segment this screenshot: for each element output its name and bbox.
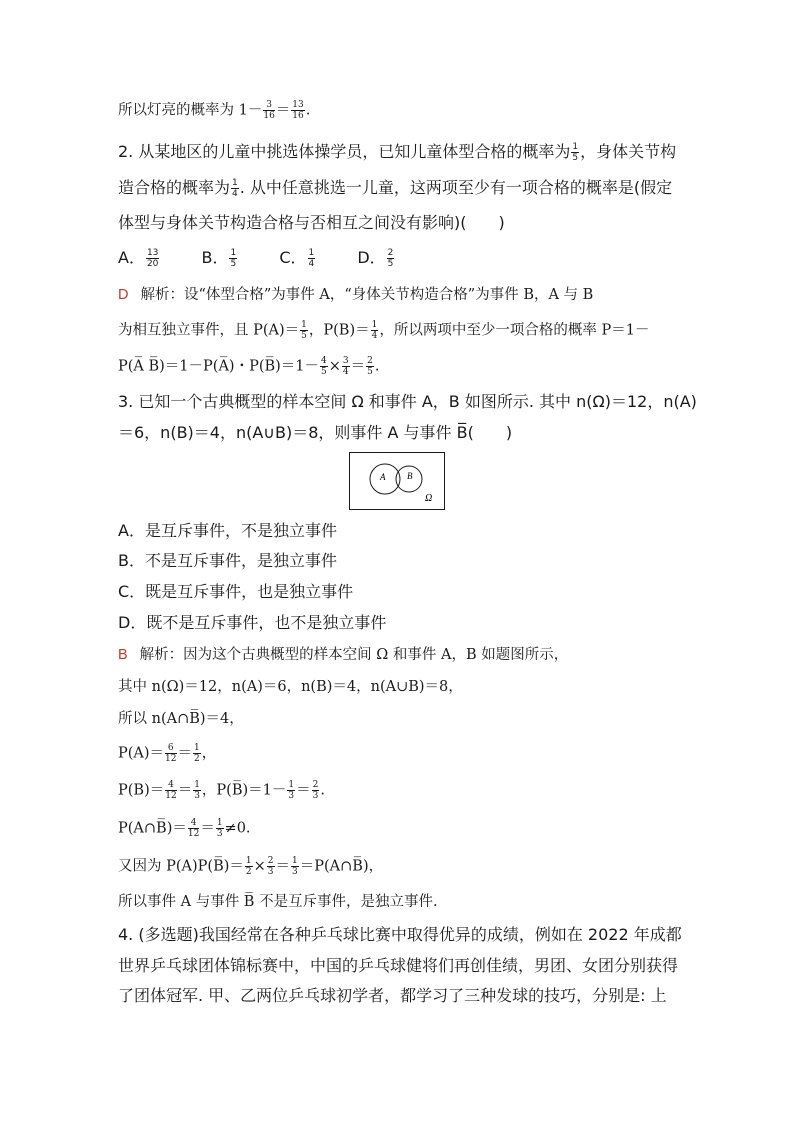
answer-letter: D	[118, 287, 129, 303]
question-2-line-1: 2. 从某地区的儿童中挑选体操学员，已知儿童体型合格的概率为 $\frac{1}{5}$ ，身体关节构	[118, 142, 677, 163]
question-3-line-2: ＝6，n(B)＝4，n(A∪B)＝8，则事件 A 与事件 B̅( )	[118, 423, 513, 442]
solution-2-line-2: 为相互独立事件，且 P(A)＝ $\frac{1}{5}$ ，P(B)＝ $\frac{1}{4}$ ，所以两项中至少一项合格的概率 P＝1－	[118, 320, 650, 341]
option-d: D． $\frac{2}{5}$	[357, 248, 394, 269]
question-3-option-a: A．是互斥事件，不是独立事件	[118, 521, 337, 540]
solution-2-line-1: D 解析：设“体型合格”为事件 A，“身体关节构造合格”为事件 B，A 与 B	[118, 287, 594, 303]
option-a: A． $\frac{13}{20}$	[118, 248, 159, 269]
solution-3-line-6: P(A∩B̅)＝ $\frac{4}{12}$ ＝ $\frac{1}{3}$ ≠0.	[118, 818, 251, 839]
question-3-option-c: C．既是互斥事件，也是独立事件	[118, 582, 354, 601]
question-4-line-3: 了团体冠军. 甲、乙两位乒乓球初学者，都学习了三种发球的技巧，分别是: 上	[118, 986, 667, 1005]
option-c: C． $\frac{1}{4}$	[279, 248, 315, 269]
question-3-line-1: 3. 已知一个古典概型的样本空间 Ω 和事件 A，B 如图所示. 其中 n(Ω)＝12，n(A)	[118, 392, 697, 411]
solution-3-line-4: P(A)＝ $\frac{6}{12}$ ＝ $\frac{1}{2}$ ，	[118, 743, 217, 764]
solution-3-line-3: 所以 n(A∩B̅)＝4，	[118, 711, 244, 727]
question-2-options	[118, 248, 431, 269]
omega-label: Ω	[425, 493, 433, 504]
question-2-line-3: 体型与身体关节构造合格与否相互之间没有影响)( )	[118, 213, 505, 232]
event-a-label: A	[380, 472, 386, 482]
answer-letter: B	[118, 647, 128, 663]
solution-3-line-1: B 解析：因为这个古典概型的样本空间 Ω 和事件 A，B 如题图所示，	[118, 647, 569, 663]
question-4-line-1: 4. (多选题)我国经常在各种乒乓球比赛中取得优异的成绩，例如在 2022 年成都	[118, 925, 682, 944]
solution-3-line-7: 又因为 P(A)P(B̅)＝ $\frac{1}{2}$ × $\frac{2}{3}$ ＝ $\frac{1}{3}$ ＝P(A∩B̅)，	[118, 856, 384, 877]
question-2-line-2: 造合格的概率为 $\frac{1}{4}$ . 从中任意挑选一儿童，这两项至少有一项合格的概率是(假定	[118, 178, 673, 199]
prev-solution-line: 所以灯亮的概率为 1－ $\frac{3}{16}$ ＝ $\frac{13}{16}$ .	[118, 100, 311, 121]
solution-3-line-5: P(B)＝ $\frac{4}{12}$ ＝ $\frac{1}{3}$ ，P(B̅)＝1－ $\frac{1}{3}$ ＝ $\frac{2}{3}$ .	[118, 780, 325, 801]
event-b-label: B	[407, 471, 413, 481]
solution-3-line-2: 其中 n(Ω)＝12，n(A)＝6，n(B)＝4，n(A∪B)＝8，	[118, 679, 463, 695]
question-3-option-b: B．不是互斥事件，是独立事件	[118, 551, 337, 570]
solution-2-line-3: P(A̅ B̅)＝1－P(A̅)・P(B̅)＝1－ $\frac{4}{5}$ × $\frac{3}{4}$ ＝ $\frac{2}{5}$ .	[118, 356, 380, 377]
venn-diagram	[349, 452, 445, 510]
question-3-option-d: D．既不是互斥事件，也不是独立事件	[118, 613, 387, 632]
solution-3-line-8: 所以事件 A 与事件 B̅ 不是互斥事件，是独立事件.	[118, 894, 438, 910]
question-4-line-2: 世界乒乓球团体锦标赛中，中国的乒乓球健将们再创佳绩，男团、女团分别获得	[118, 956, 679, 975]
option-b: B． $\frac{1}{5}$	[201, 248, 237, 269]
